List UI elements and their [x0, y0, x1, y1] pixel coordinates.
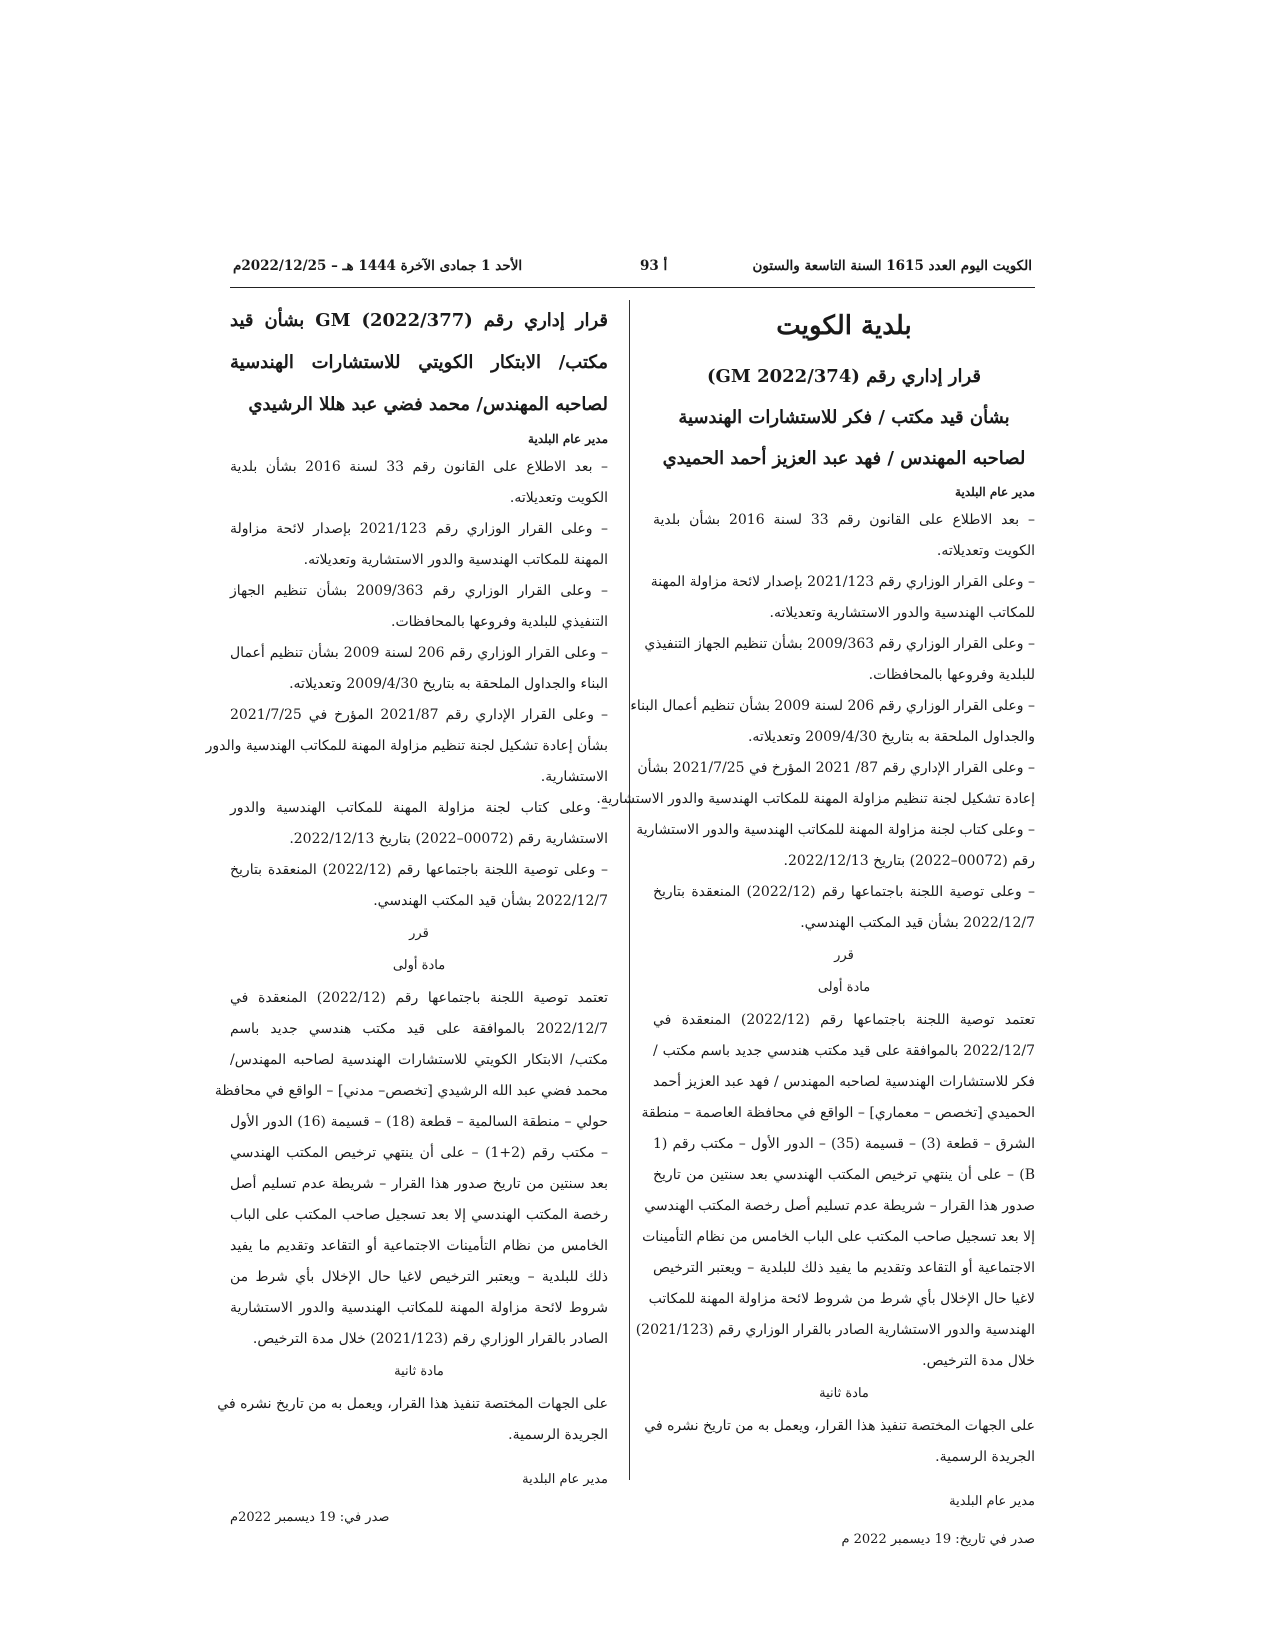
preamble-line: والجداول الملحقة به بتاريخ 2009/4/30 وتعديلاته. [747, 729, 1035, 745]
preamble-line: – وعلى القرار الوزاري رقم 2021/123 بإصدار لائحة مزاولة [230, 521, 609, 537]
preamble-line: إعادة تشكيل لجنة تنظيم مزاولة المهنة للمكاتب الهندسية والدور الاستشارية. [596, 791, 1035, 807]
header-issue-info: الكويت اليوم العدد 1615 السنة التاسعة والستون [752, 258, 1032, 274]
decision-374-preamble [596, 505, 1036, 939]
preamble-line: – وعلى القرار الوزاري رقم 2009/363 بشأن تنظيم الجهاز [230, 583, 608, 599]
article-line: مكتب/ الابتكار الكويتي للاستشارات الهندسية لصاحبه المهندس/ [230, 1052, 608, 1068]
decision-374-subject: بشأن قيد مكتب / فكر للاستشارات الهندسية [678, 407, 1010, 428]
preamble-line: الاستشارية. [540, 769, 608, 785]
article-line: الحميدي [تخصص – معماري] – الواقع في محافظة العاصمة – منطقة [641, 1105, 1035, 1121]
signature-block: مدير عام البلدية [949, 1494, 1035, 1509]
article-line: على الجهات المختصة تنفيذ هذا القرار، ويعمل به من تاريخ نشره في [217, 1396, 608, 1412]
preamble-line: رقم (00072–2022) بتاريخ 2022/12/13. [783, 853, 1035, 869]
article-line: حولي – منطقة السالمية – قطعة (18) – قسيمة (16) الدور الأول [230, 1114, 609, 1130]
article-line: فكر للاستشارات الهندسية لصاحبه المهندس / فهد عبد العزيز أحمد [653, 1074, 1035, 1090]
decision-374-title: قرار إداري رقم (GM 2022/374) [707, 366, 981, 387]
article-line: الجريدة الرسمية. [935, 1449, 1035, 1465]
header-page-number: أ 93 [640, 258, 668, 274]
preamble-line: – وعلى القرار الإداري رقم 2021/87 المؤرخ في 2021/7/25 [230, 707, 608, 723]
article-line: 2022/12/7 بالموافقة على قيد مكتب هندسي جديد باسم [230, 1021, 608, 1037]
article-line: تعتمد توصية اللجنة باجتماعها رقم (2022/12) المنعقدة في [230, 990, 608, 1006]
decided-heading: قرر [409, 926, 429, 941]
signature-block: مدير عام البلدية [522, 1472, 608, 1487]
article-1-heading: مادة أولى [392, 958, 446, 973]
article-line: 2022/12/7 بالموافقة على قيد مكتب هندسي جديد باسم مكتب / [653, 1043, 1035, 1059]
decided-heading: قرر [834, 948, 854, 963]
article-line: الهندسية والدور الاستشارية الصادر بالقرار الوزاري رقم (2021/123) [635, 1322, 1035, 1338]
preamble-line: – وعلى توصية اللجنة باجتماعها رقم (2022/12) المنعقدة بتاريخ [653, 884, 1035, 900]
decision-377-article-1 [214, 983, 609, 1355]
article-line: الشرق – قطعة (3) – قسيمة (35) – الدور الأول – مكتب رقم (1 [653, 1136, 1036, 1152]
article-line: ذلك للبلدية – ويعتبر الترخيص لاغيا حال الإخلال بأي شرط من [230, 1269, 608, 1285]
preamble-line: – بعد الاطلاع على القانون رقم 33 لسنة 2016 بشأن بلدية [230, 459, 608, 475]
decision-377-title: قرار إداري رقم (2022/377) GM بشأن قيد [230, 310, 608, 331]
preamble-line: – بعد الاطلاع على القانون رقم 33 لسنة 2016 بشأن بلدية [653, 512, 1036, 528]
preamble-line: البناء والجداول الملحقة به بتاريخ 2009/4/30 وتعديلاته. [289, 676, 608, 692]
article-line: B) – على أن ينتهي ترخيص المكتب الهندسي بعد سنتين من تاريخ [653, 1167, 1035, 1183]
preamble-line: المهنة للمكاتب الهندسية والدور الاستشارية وتعديلاته. [303, 552, 608, 568]
decision-377-issuer: مدير عام البلدية [528, 432, 608, 446]
preamble-line: الاستشارية رقم (00072–2022) بتاريخ 2022/12/13. [289, 831, 608, 847]
article-line: محمد فضي عبد الله الرشيدي [تخصص– مدني] – الواقع في محافظة [214, 1083, 608, 1099]
preamble-line: – وعلى كتاب لجنة مزاولة المهنة للمكاتب الهندسية والدور الاستشارية [636, 822, 1035, 838]
decision-374-column [596, 300, 1036, 1555]
article-1-heading: مادة أولى [817, 980, 871, 995]
preamble-line: 2022/12/7 بشأن قيد المكتب الهندسي. [373, 893, 608, 909]
article-line: الجريدة الرسمية. [508, 1427, 608, 1443]
preamble-line: – وعلى القرار الوزاري رقم 2009/363 بشأن تنظيم الجهاز التنفيذي [644, 636, 1035, 652]
preamble-line: – وعلى توصية اللجنة باجتماعها رقم (2022/12) المنعقدة بتاريخ [230, 862, 608, 878]
article-2-heading: مادة ثانية [394, 1364, 444, 1379]
municipality-title: بلدية الكويت [776, 311, 912, 341]
decision-374-issuer: مدير عام البلدية [955, 485, 1035, 499]
article-line: خلال مدة الترخيص. [922, 1353, 1035, 1369]
article-line: لاغيا حال الإخلال بأي شرط من شروط لائحة مزاولة المهنة للمكاتب [648, 1291, 1035, 1307]
preamble-line: بشأن إعادة تشكيل لجنة تنظيم مزاولة المهنة للمكاتب الهندسية والدور [205, 738, 608, 754]
preamble-line: – وعلى القرار الوزاري رقم 206 لسنة 2009 بشأن تنظيم أعمال [230, 645, 609, 661]
decision-377-subject: مكتب/ الابتكار الكويتي للاستشارات الهندسية [230, 352, 608, 373]
preamble-line: الكويت وتعديلاته. [936, 543, 1035, 559]
preamble-line: للمكاتب الهندسية والدور الاستشارية وتعديلاته. [769, 605, 1035, 621]
preamble-line: 2022/12/7 بشأن قيد المكتب الهندسي. [800, 915, 1035, 931]
article-line: الاجتماعية أو التقاعد وتقديم ما يفيد ذلك للبلدية – ويعتبر الترخيص [653, 1260, 1035, 1276]
issue-date: صدر في: 19 ديسمبر 2022م [230, 1510, 390, 1525]
article-2-heading: مادة ثانية [819, 1386, 869, 1401]
article-line: الصادر بالقرار الوزاري رقم (2021/123) خلال مدة الترخيص. [252, 1331, 608, 1347]
decision-374-owner: لصاحبه المهندس / فهد عبد العزيز أحمد الحميدي [662, 448, 1026, 469]
article-line: تعتمد توصية اللجنة باجتماعها رقم (2022/12) المنعقدة في [653, 1012, 1036, 1028]
article-line: شروط لائحة مزاولة المهنة للمكاتب الهندسية والدور الاستشارية [230, 1300, 608, 1316]
decision-377-preamble [205, 452, 609, 917]
column-divider [629, 300, 630, 1480]
issue-date: صدر في تاريخ: 19 ديسمبر 2022 م [841, 1532, 1035, 1547]
decision-374-article-1 [635, 1005, 1036, 1377]
article-line: صدور هذا القرار – شريطة عدم تسليم أصل رخصة المكتب الهندسي [644, 1198, 1035, 1214]
preamble-line: التنفيذي للبلدية وفروعها بالمحافظات. [391, 614, 608, 630]
preamble-line: الكويت وتعديلاته. [509, 490, 608, 506]
decision-374-article-2 [644, 1411, 1035, 1473]
article-line: بعد سنتين من تاريخ صدور هذا القرار – شريطة عدم تسليم أصل [230, 1176, 608, 1192]
preamble-line: – وعلى القرار الوزاري رقم 2021/123 بإصدار لائحة مزاولة المهنة [650, 574, 1035, 590]
header-rule [230, 287, 1035, 288]
preamble-line: – وعلى كتاب لجنة مزاولة المهنة للمكاتب الهندسية والدور [230, 800, 608, 816]
decision-377-article-2 [217, 1389, 608, 1451]
decision-377-column [205, 300, 609, 1533]
preamble-line: – وعلى القرار الإداري رقم 87/ 2021 المؤرخ في 2021/7/25 بشأن [637, 760, 1035, 776]
article-line: الخامس من نظام التأمينات الاجتماعية أو التقاعد وتقديم ما يفيد [230, 1238, 608, 1254]
article-line: رخصة المكتب الهندسي إلا بعد تسجيل صاحب المكتب على الباب [230, 1207, 608, 1223]
article-line: – مكتب رقم (2+1) – على أن ينتهي ترخيص المكتب الهندسي [230, 1145, 608, 1161]
header-date: الأحد 1 جمادى الآخرة 1444 هـ – 2022/12/25م [233, 258, 523, 274]
article-line: إلا بعد تسجيل صاحب المكتب على الباب الخامس من نظام التأمينات [642, 1229, 1035, 1245]
preamble-line: للبلدية وفروعها بالمحافظات. [868, 667, 1035, 683]
decision-377-owner: لصاحبه المهندس/ محمد فضي عبد هللا الرشيدي [248, 394, 608, 415]
preamble-line: – وعلى القرار الوزاري رقم 206 لسنة 2009 بشأن تنظيم أعمال البناء [630, 698, 1035, 714]
article-line: على الجهات المختصة تنفيذ هذا القرار، ويعمل به من تاريخ نشره في [644, 1418, 1035, 1434]
